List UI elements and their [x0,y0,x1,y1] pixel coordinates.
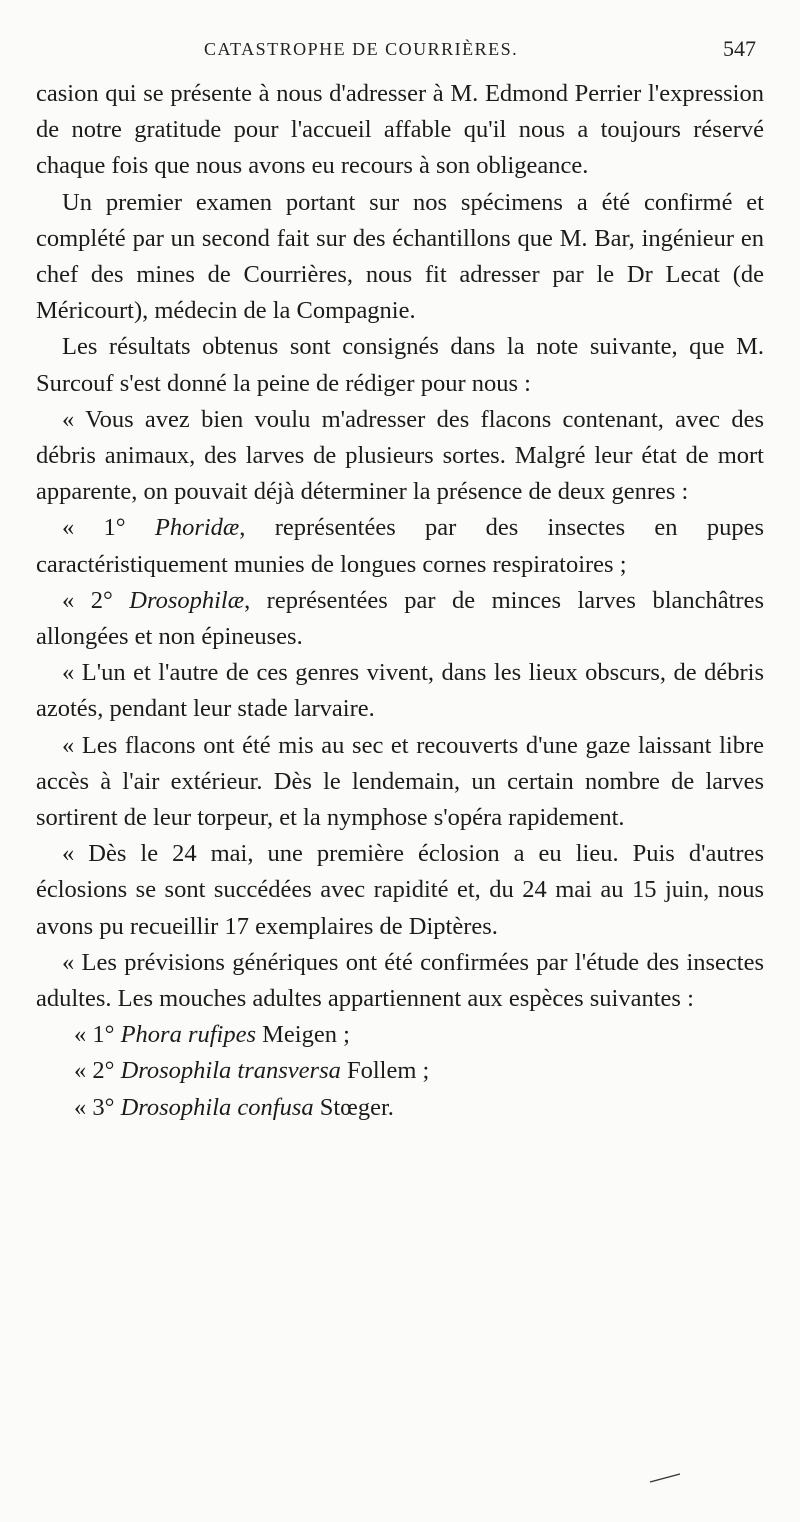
paragraph: Les résultats obtenus sont consignés dans la note suivante, que M. Surcouf s'est donné la peine de rédiger pour nous : [36,333,764,397]
species-name: Phora rufipes [120,1021,256,1049]
page-number: 547 [723,36,756,61]
genus-description: , représentées par de minces larves blanchâtres allongées et non épineuses. [36,586,764,651]
paragraph-quote: « Vous avez bien voulu m'adresser des flacons contenant, avec des débris animaux, des larves de plusieurs sortes. Malgré leur état de mort apparente, on pouvait déjà déterminer la présence de deux genres : [36,405,764,506]
species-author: Follem ; [340,1057,430,1085]
species-author: Stœger. [313,1093,394,1121]
paragraph-quote: « Les prévisions génériques ont été confirmées par l'étude des insectes adultes. Les mouches adultes appartiennent aux espèces suivantes : [36,948,764,1013]
species-name: Drosophila transversa [120,1057,341,1085]
species-author: Meigen ; [256,1021,350,1049]
species-prefix: « 2° [74,1057,121,1085]
genus-description: , représentées par des insectes en pupes caractéristiquement munies de longues cornes respiratoires ; [36,514,764,578]
genus-name: Drosophilæ [129,586,245,614]
species-prefix: « 1° [74,1021,121,1049]
paragraph-quote: « Les flacons ont été mis au sec et recouverts d'une gaze laissant libre accès à l'air extérieur. Dès le lendemain, un certain nombre de larves sortirent de leur torpeur, et la nymphose s'opéra rapidement. [36,731,764,832]
running-title: CATASTROPHE DE COURRIÈRES. [204,39,519,59]
genus-prefix: « 2° [62,586,130,614]
genus-item [36,510,764,582]
running-header [36,34,764,64]
paragraph-quote: « L'un et l'autre de ces genres vivent, dans les lieux obscurs, de débris azotés, pendant leur stade larvaire. [36,659,764,723]
species-item [36,1017,764,1053]
genus-name: Phoridæ [154,514,240,542]
species-item [36,1090,764,1126]
species-prefix: « 3° [74,1093,121,1121]
paragraph: Un premier examen portant sur nos spécimens a été confirmé et complété par un second fait sur des échantillons que M. Bar, ingénieur en chef des mines de Courrières, nous fit adresser par le Dr Lecat (de Méricourt), médecin de la Compagnie. [36,188,764,325]
paragraph-continued: casion qui se présente à nous d'adresser à M. Edmond Perrier l'expression de notre gratitude pour l'accueil affable qu'il nous a toujours réservé chaque fois que nous avons eu recours à son obligeance. [36,80,764,180]
page-body [36,76,764,1126]
genus-prefix: « 1° [62,514,155,542]
paragraph-quote: « Dès le 24 mai, une première éclosion a eu lieu. Puis d'autres éclosions se sont succédées avec rapidité et, du 24 mai au 15 juin, nous avons pu recueillir 17 exemplaires de Diptères. [36,840,764,940]
genus-item [36,583,764,655]
species-item [36,1053,764,1089]
species-name: Drosophila confusa [120,1093,314,1121]
pen-stroke-mark [648,1472,682,1484]
